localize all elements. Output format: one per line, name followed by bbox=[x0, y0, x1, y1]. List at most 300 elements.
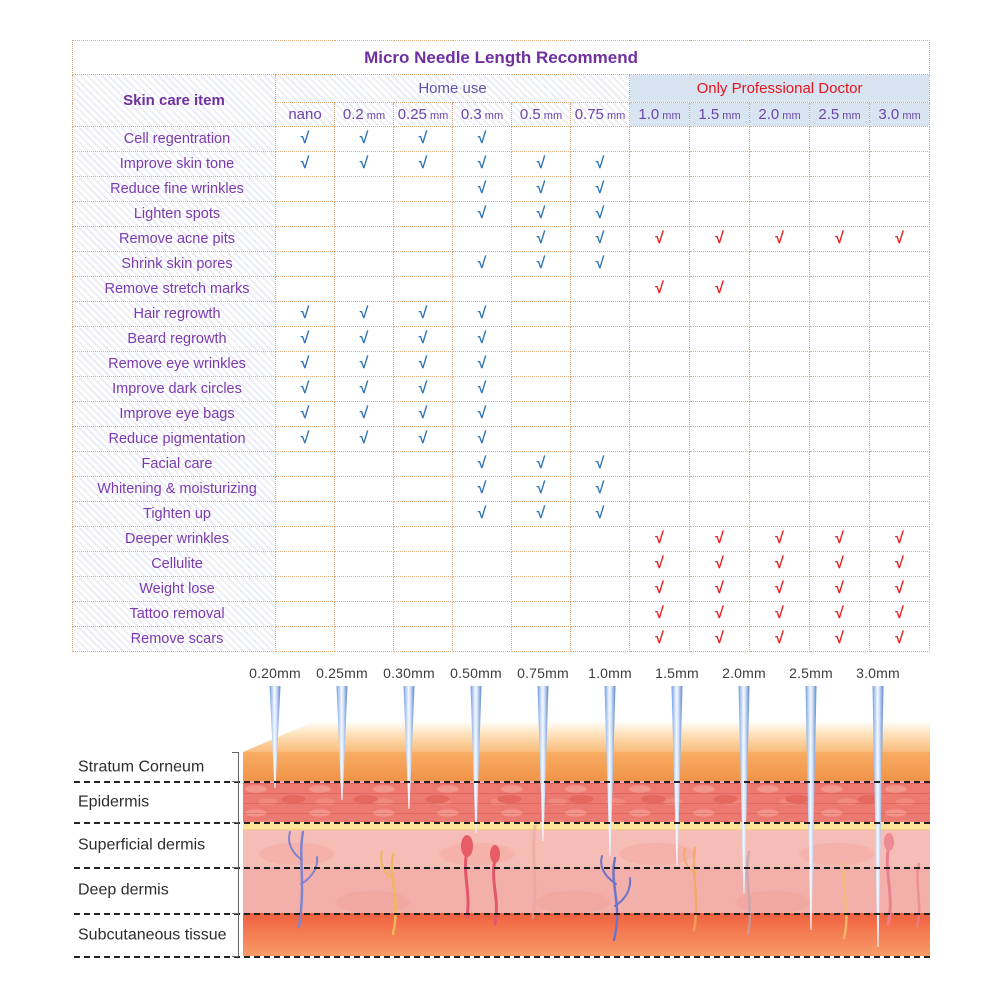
check-mark: √ bbox=[870, 602, 930, 627]
check-mark: √ bbox=[630, 527, 690, 552]
check-mark: √ bbox=[453, 402, 512, 427]
empty-cell bbox=[335, 502, 394, 527]
column-size-value: 0.25 bbox=[397, 106, 427, 123]
needle-length-label: 3.0mm bbox=[856, 665, 900, 681]
column-size-unit: mm bbox=[363, 110, 386, 122]
empty-cell bbox=[276, 452, 335, 477]
empty-cell bbox=[453, 577, 512, 602]
empty-cell bbox=[870, 127, 930, 152]
empty-cell bbox=[335, 277, 394, 302]
check-mark: √ bbox=[810, 602, 870, 627]
empty-cell bbox=[870, 427, 930, 452]
empty-cell bbox=[690, 252, 750, 277]
check-mark: √ bbox=[870, 552, 930, 577]
empty-cell bbox=[870, 327, 930, 352]
check-mark: √ bbox=[276, 152, 335, 177]
empty-cell bbox=[453, 602, 512, 627]
empty-cell bbox=[870, 202, 930, 227]
check-mark: √ bbox=[512, 227, 571, 252]
check-mark: √ bbox=[394, 302, 453, 327]
empty-cell bbox=[810, 327, 870, 352]
empty-cell bbox=[870, 477, 930, 502]
empty-cell bbox=[512, 527, 571, 552]
check-mark: √ bbox=[630, 552, 690, 577]
empty-cell bbox=[690, 127, 750, 152]
empty-cell bbox=[810, 177, 870, 202]
row-label: Weight lose bbox=[73, 577, 276, 602]
empty-cell bbox=[335, 202, 394, 227]
needle-length-label: 1.0mm bbox=[588, 665, 632, 681]
needle-length-label: 0.50mm bbox=[450, 665, 502, 681]
layer-boundary-dashed-line bbox=[74, 913, 930, 915]
table-row bbox=[73, 602, 930, 627]
check-mark: √ bbox=[630, 277, 690, 302]
table-row bbox=[73, 527, 930, 552]
empty-cell bbox=[810, 302, 870, 327]
empty-cell bbox=[690, 202, 750, 227]
empty-cell bbox=[690, 477, 750, 502]
column-size-value: 1.0 bbox=[638, 106, 660, 123]
column-size-value: 1.5 bbox=[698, 106, 720, 123]
check-mark: √ bbox=[394, 377, 453, 402]
empty-cell bbox=[394, 527, 453, 552]
check-mark: √ bbox=[810, 627, 870, 652]
column-header bbox=[453, 103, 512, 127]
empty-cell bbox=[453, 527, 512, 552]
empty-cell bbox=[571, 402, 630, 427]
table-row bbox=[73, 277, 930, 302]
column-header bbox=[630, 103, 690, 127]
empty-cell bbox=[276, 577, 335, 602]
check-mark: √ bbox=[690, 602, 750, 627]
empty-cell bbox=[394, 177, 453, 202]
check-mark: √ bbox=[690, 627, 750, 652]
empty-cell bbox=[276, 627, 335, 652]
empty-cell bbox=[810, 277, 870, 302]
empty-cell bbox=[870, 177, 930, 202]
empty-cell bbox=[512, 602, 571, 627]
check-mark: √ bbox=[512, 177, 571, 202]
table-row bbox=[73, 177, 930, 202]
empty-cell bbox=[512, 427, 571, 452]
needle-length-label: 0.20mm bbox=[249, 665, 301, 681]
empty-cell bbox=[630, 152, 690, 177]
table-row bbox=[73, 427, 930, 452]
empty-cell bbox=[630, 402, 690, 427]
empty-cell bbox=[512, 627, 571, 652]
empty-cell bbox=[630, 477, 690, 502]
table-row bbox=[73, 552, 930, 577]
column-header bbox=[276, 103, 335, 127]
empty-cell bbox=[630, 452, 690, 477]
empty-cell bbox=[394, 627, 453, 652]
empty-cell bbox=[453, 552, 512, 577]
empty-cell bbox=[810, 202, 870, 227]
check-mark: √ bbox=[512, 452, 571, 477]
empty-cell bbox=[630, 352, 690, 377]
row-label: Reduce fine wrinkles bbox=[73, 177, 276, 202]
empty-cell bbox=[512, 577, 571, 602]
empty-cell bbox=[750, 202, 810, 227]
needle-length-label: 2.5mm bbox=[789, 665, 833, 681]
empty-cell bbox=[394, 577, 453, 602]
table-row bbox=[73, 452, 930, 477]
empty-cell bbox=[690, 502, 750, 527]
column-size-unit: mm bbox=[779, 110, 801, 122]
empty-cell bbox=[276, 527, 335, 552]
empty-cell bbox=[870, 352, 930, 377]
empty-cell bbox=[690, 377, 750, 402]
professional-group-header: Only Professional Doctor bbox=[630, 75, 930, 103]
empty-cell bbox=[335, 452, 394, 477]
empty-cell bbox=[810, 252, 870, 277]
empty-cell bbox=[870, 252, 930, 277]
column-size-value: 0.5 bbox=[519, 106, 541, 123]
check-mark: √ bbox=[690, 552, 750, 577]
check-mark: √ bbox=[690, 227, 750, 252]
empty-cell bbox=[630, 502, 690, 527]
table-row bbox=[73, 127, 930, 152]
check-mark: √ bbox=[512, 202, 571, 227]
empty-cell bbox=[276, 227, 335, 252]
needle-length-label: 2.0mm bbox=[722, 665, 766, 681]
empty-cell bbox=[630, 427, 690, 452]
empty-cell bbox=[394, 602, 453, 627]
empty-cell bbox=[810, 427, 870, 452]
empty-cell bbox=[335, 477, 394, 502]
column-header bbox=[810, 103, 870, 127]
column-size-unit: mm bbox=[481, 110, 504, 122]
needle-length-label: 0.75mm bbox=[517, 665, 569, 681]
empty-cell bbox=[750, 327, 810, 352]
skin-care-item-header: Skin care item bbox=[73, 75, 276, 127]
empty-cell bbox=[690, 302, 750, 327]
check-mark: √ bbox=[571, 227, 630, 252]
empty-cell bbox=[512, 402, 571, 427]
check-mark: √ bbox=[453, 202, 512, 227]
check-mark: √ bbox=[335, 377, 394, 402]
empty-cell bbox=[750, 427, 810, 452]
check-mark: √ bbox=[453, 502, 512, 527]
column-header bbox=[690, 103, 750, 127]
empty-cell bbox=[276, 502, 335, 527]
layer-name-label: Deep dermis bbox=[78, 881, 169, 899]
row-label: Lighten spots bbox=[73, 202, 276, 227]
empty-cell bbox=[512, 327, 571, 352]
empty-cell bbox=[750, 152, 810, 177]
check-mark: √ bbox=[512, 502, 571, 527]
table-row bbox=[73, 377, 930, 402]
row-label: Deeper wrinkles bbox=[73, 527, 276, 552]
empty-cell bbox=[335, 577, 394, 602]
empty-cell bbox=[512, 127, 571, 152]
empty-cell bbox=[870, 277, 930, 302]
empty-cell bbox=[394, 452, 453, 477]
empty-cell bbox=[870, 502, 930, 527]
empty-cell bbox=[870, 377, 930, 402]
empty-cell bbox=[512, 302, 571, 327]
check-mark: √ bbox=[630, 577, 690, 602]
check-mark: √ bbox=[512, 252, 571, 277]
empty-cell bbox=[630, 377, 690, 402]
check-mark: √ bbox=[335, 402, 394, 427]
check-mark: √ bbox=[810, 552, 870, 577]
stratum-corneum-layer bbox=[243, 752, 930, 781]
column-size-unit: mm bbox=[839, 110, 861, 122]
check-mark: √ bbox=[453, 377, 512, 402]
row-label: Hair regrowth bbox=[73, 302, 276, 327]
bracket-tick bbox=[232, 867, 239, 868]
layer-name-label: Superficial dermis bbox=[78, 836, 206, 853]
layer-name-label: Stratum Corneum bbox=[78, 758, 205, 775]
empty-cell bbox=[810, 452, 870, 477]
check-mark: √ bbox=[335, 352, 394, 377]
bracket-tick bbox=[232, 781, 239, 782]
empty-cell bbox=[571, 552, 630, 577]
check-mark: √ bbox=[276, 302, 335, 327]
check-mark: √ bbox=[276, 127, 335, 152]
layer-boundary-dashed-line bbox=[74, 956, 930, 958]
check-mark: √ bbox=[690, 577, 750, 602]
empty-cell bbox=[335, 227, 394, 252]
check-mark: √ bbox=[810, 227, 870, 252]
empty-cell bbox=[750, 127, 810, 152]
column-size-unit: mm bbox=[719, 110, 741, 122]
empty-cell bbox=[394, 252, 453, 277]
check-mark: √ bbox=[750, 552, 810, 577]
row-label: Cell regentration bbox=[73, 127, 276, 152]
check-mark: √ bbox=[870, 627, 930, 652]
layer-name-label: Subcutaneous tissue bbox=[78, 926, 227, 943]
empty-cell bbox=[810, 502, 870, 527]
empty-cell bbox=[750, 252, 810, 277]
empty-cell bbox=[571, 577, 630, 602]
empty-cell bbox=[690, 352, 750, 377]
column-size-value: 2.5 bbox=[818, 106, 840, 123]
empty-cell bbox=[571, 127, 630, 152]
empty-cell bbox=[810, 477, 870, 502]
home-use-group-header: Home use bbox=[276, 75, 630, 103]
empty-cell bbox=[394, 552, 453, 577]
empty-cell bbox=[870, 452, 930, 477]
empty-cell bbox=[571, 427, 630, 452]
check-mark: √ bbox=[571, 177, 630, 202]
check-mark: √ bbox=[453, 427, 512, 452]
empty-cell bbox=[630, 327, 690, 352]
check-mark: √ bbox=[394, 152, 453, 177]
skin-top-surface bbox=[243, 722, 930, 752]
check-mark: √ bbox=[453, 302, 512, 327]
empty-cell bbox=[276, 252, 335, 277]
check-mark: √ bbox=[690, 527, 750, 552]
table-row bbox=[73, 302, 930, 327]
empty-cell bbox=[394, 477, 453, 502]
empty-cell bbox=[870, 302, 930, 327]
row-label: Improve dark circles bbox=[73, 377, 276, 402]
empty-cell bbox=[750, 277, 810, 302]
empty-cell bbox=[690, 402, 750, 427]
empty-cell bbox=[394, 227, 453, 252]
check-mark: √ bbox=[276, 327, 335, 352]
check-mark: √ bbox=[453, 252, 512, 277]
check-mark: √ bbox=[870, 227, 930, 252]
check-mark: √ bbox=[394, 352, 453, 377]
check-mark: √ bbox=[690, 277, 750, 302]
bracket-tick bbox=[232, 956, 239, 957]
empty-cell bbox=[571, 327, 630, 352]
column-header bbox=[870, 103, 930, 127]
empty-cell bbox=[335, 527, 394, 552]
layer-name-label: Epidermis bbox=[78, 793, 150, 810]
bracket-tick bbox=[232, 913, 239, 914]
epidermis-layer bbox=[243, 781, 930, 822]
check-mark: √ bbox=[630, 602, 690, 627]
check-mark: √ bbox=[394, 427, 453, 452]
row-label: Improve skin tone bbox=[73, 152, 276, 177]
column-size-unit: mm bbox=[603, 110, 626, 122]
empty-cell bbox=[750, 477, 810, 502]
check-mark: √ bbox=[335, 152, 394, 177]
empty-cell bbox=[571, 277, 630, 302]
check-mark: √ bbox=[512, 477, 571, 502]
empty-cell bbox=[690, 452, 750, 477]
column-header bbox=[335, 103, 394, 127]
table-row bbox=[73, 627, 930, 652]
needle-length-label: 0.25mm bbox=[316, 665, 368, 681]
empty-cell bbox=[571, 377, 630, 402]
check-mark: √ bbox=[512, 152, 571, 177]
empty-cell bbox=[335, 627, 394, 652]
empty-cell bbox=[750, 402, 810, 427]
check-mark: √ bbox=[750, 227, 810, 252]
check-mark: √ bbox=[571, 477, 630, 502]
column-size-unit: mm bbox=[659, 110, 681, 122]
empty-cell bbox=[630, 202, 690, 227]
empty-cell bbox=[453, 227, 512, 252]
check-mark: √ bbox=[870, 527, 930, 552]
empty-cell bbox=[571, 352, 630, 377]
check-mark: √ bbox=[276, 402, 335, 427]
row-label: Cellulite bbox=[73, 552, 276, 577]
row-label: Remove eye wrinkles bbox=[73, 352, 276, 377]
empty-cell bbox=[630, 252, 690, 277]
empty-cell bbox=[512, 377, 571, 402]
check-mark: √ bbox=[453, 327, 512, 352]
check-mark: √ bbox=[571, 152, 630, 177]
check-mark: √ bbox=[571, 502, 630, 527]
empty-cell bbox=[810, 127, 870, 152]
check-mark: √ bbox=[276, 377, 335, 402]
empty-cell bbox=[750, 377, 810, 402]
layer-boundary-dashed-line bbox=[74, 781, 930, 783]
check-mark: √ bbox=[571, 452, 630, 477]
check-mark: √ bbox=[453, 127, 512, 152]
needle-length-table bbox=[72, 40, 930, 652]
row-label: Shrink skin pores bbox=[73, 252, 276, 277]
check-mark: √ bbox=[810, 527, 870, 552]
empty-cell bbox=[276, 477, 335, 502]
check-mark: √ bbox=[394, 127, 453, 152]
check-mark: √ bbox=[630, 227, 690, 252]
check-mark: √ bbox=[810, 577, 870, 602]
check-mark: √ bbox=[750, 602, 810, 627]
empty-cell bbox=[571, 302, 630, 327]
empty-cell bbox=[453, 277, 512, 302]
column-size-unit: mm bbox=[540, 110, 563, 122]
row-label: Tattoo removal bbox=[73, 602, 276, 627]
empty-cell bbox=[571, 602, 630, 627]
row-label: Whitening & moisturizing bbox=[73, 477, 276, 502]
column-size-unit: mm bbox=[426, 110, 449, 122]
row-label: Facial care bbox=[73, 452, 276, 477]
needle-length-label: 1.5mm bbox=[655, 665, 699, 681]
empty-cell bbox=[630, 127, 690, 152]
row-label: Improve eye bags bbox=[73, 402, 276, 427]
check-mark: √ bbox=[394, 402, 453, 427]
check-mark: √ bbox=[453, 152, 512, 177]
empty-cell bbox=[335, 552, 394, 577]
column-header bbox=[394, 103, 453, 127]
check-mark: √ bbox=[750, 577, 810, 602]
empty-cell bbox=[690, 427, 750, 452]
empty-cell bbox=[870, 152, 930, 177]
column-size-unit: mm bbox=[899, 110, 921, 122]
row-label: Remove acne pits bbox=[73, 227, 276, 252]
empty-cell bbox=[453, 627, 512, 652]
empty-cell bbox=[276, 202, 335, 227]
empty-cell bbox=[810, 402, 870, 427]
empty-cell bbox=[810, 352, 870, 377]
check-mark: √ bbox=[870, 577, 930, 602]
column-size-value: 0.3 bbox=[460, 106, 482, 123]
needle-length-label: 0.30mm bbox=[383, 665, 435, 681]
column-size-value: 0.2 bbox=[342, 106, 364, 123]
row-label: Reduce pigmentation bbox=[73, 427, 276, 452]
check-mark: √ bbox=[453, 477, 512, 502]
empty-cell bbox=[335, 252, 394, 277]
row-label: Remove stretch marks bbox=[73, 277, 276, 302]
row-label: Beard regrowth bbox=[73, 327, 276, 352]
check-mark: √ bbox=[453, 452, 512, 477]
check-mark: √ bbox=[750, 627, 810, 652]
empty-cell bbox=[276, 602, 335, 627]
empty-cell bbox=[394, 277, 453, 302]
check-mark: √ bbox=[630, 627, 690, 652]
empty-cell bbox=[630, 302, 690, 327]
check-mark: √ bbox=[571, 252, 630, 277]
empty-cell bbox=[750, 177, 810, 202]
check-mark: √ bbox=[335, 302, 394, 327]
check-mark: √ bbox=[453, 352, 512, 377]
bracket-tick bbox=[232, 822, 239, 823]
empty-cell bbox=[512, 552, 571, 577]
check-mark: √ bbox=[571, 202, 630, 227]
blood-vessels-illustration bbox=[243, 822, 930, 956]
table-row bbox=[73, 477, 930, 502]
column-size-value: 2.0 bbox=[758, 106, 780, 123]
check-mark: √ bbox=[453, 177, 512, 202]
column-size-value: nano bbox=[288, 106, 322, 123]
column-header bbox=[512, 103, 571, 127]
check-mark: √ bbox=[394, 327, 453, 352]
table-row bbox=[73, 202, 930, 227]
empty-cell bbox=[335, 602, 394, 627]
table-row bbox=[73, 252, 930, 277]
empty-cell bbox=[690, 152, 750, 177]
column-header bbox=[571, 103, 630, 127]
empty-cell bbox=[750, 302, 810, 327]
layer-boundary-dashed-line bbox=[74, 822, 930, 824]
